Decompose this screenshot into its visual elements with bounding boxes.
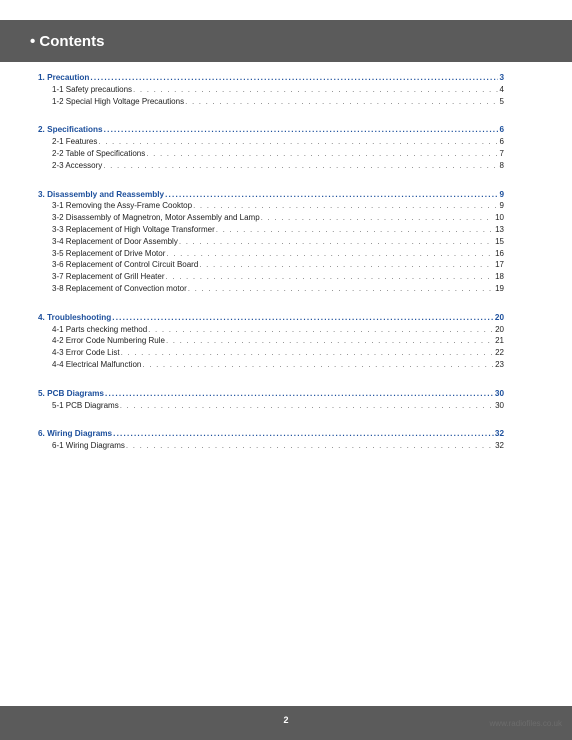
toc-page-number: 13 bbox=[495, 224, 504, 234]
dot-leader bbox=[216, 224, 494, 236]
toc-subentry-title: 3-6 Replacement of Control Circuit Board bbox=[52, 260, 199, 270]
toc-section bbox=[38, 388, 504, 412]
toc-subentry[interactable] bbox=[38, 400, 504, 412]
table-of-contents bbox=[38, 72, 504, 469]
toc-section bbox=[38, 428, 504, 452]
page-title: • Contents bbox=[30, 32, 105, 50]
footer-watermark: www.radiofiles.co.uk bbox=[489, 719, 562, 728]
toc-page-number: 3 bbox=[499, 73, 504, 82]
toc-page-number: 9 bbox=[499, 201, 504, 211]
dot-leader bbox=[120, 400, 494, 412]
toc-subentry-title: 2-2 Table of Specifications bbox=[52, 148, 146, 158]
dot-leader bbox=[121, 347, 495, 359]
toc-subentry-title: 5-1 PCB Diagrams bbox=[52, 400, 119, 410]
toc-page-number: 10 bbox=[495, 213, 504, 223]
toc-subentry-title: 4-2 Error Code Numbering Rule bbox=[52, 336, 165, 346]
toc-subentry-title: 3-5 Replacement of Drive Motor bbox=[52, 248, 166, 258]
toc-subentry[interactable] bbox=[38, 236, 504, 248]
toc-page-number: 7 bbox=[499, 148, 504, 158]
toc-page-number: 19 bbox=[495, 283, 504, 293]
toc-section bbox=[38, 124, 504, 171]
dot-leader bbox=[166, 248, 494, 260]
toc-subentry-title: 6-1 Wiring Diagrams bbox=[52, 441, 125, 451]
toc-page-number: 6 bbox=[499, 125, 504, 135]
toc-page-number: 4 bbox=[499, 84, 504, 94]
toc-section-title: 1. Precaution bbox=[38, 73, 90, 82]
toc-subentry-title: 3-7 Replacement of Grill Heater bbox=[52, 272, 165, 282]
dot-leader bbox=[105, 388, 494, 400]
toc-page-number: 15 bbox=[495, 236, 504, 246]
dot-leader bbox=[193, 200, 498, 212]
toc-subentry[interactable] bbox=[38, 200, 504, 212]
toc-page-number: 21 bbox=[495, 336, 504, 346]
dot-leader bbox=[188, 283, 494, 295]
toc-subentry-title: 3-1 Removing the Assy-Frame Cooktop bbox=[52, 201, 193, 211]
toc-page-number: 5 bbox=[499, 96, 504, 106]
dot-leader bbox=[103, 160, 498, 172]
dot-leader bbox=[133, 84, 499, 96]
toc-subentry[interactable] bbox=[38, 136, 504, 148]
toc-page-number: 8 bbox=[499, 160, 504, 170]
toc-section bbox=[38, 189, 504, 295]
toc-section-entry[interactable] bbox=[38, 189, 504, 201]
dot-leader bbox=[199, 259, 494, 271]
toc-page-number: 20 bbox=[494, 312, 504, 322]
toc-page-number: 32 bbox=[495, 441, 504, 451]
toc-subentry-title: 2-1 Features bbox=[52, 137, 98, 147]
toc-subentry[interactable] bbox=[38, 324, 504, 336]
toc-subentry-title: 3-4 Replacement of Door Assembly bbox=[52, 236, 178, 246]
toc-page-number: 9 bbox=[499, 189, 504, 199]
toc-subentry[interactable] bbox=[38, 440, 504, 452]
toc-page-number: 20 bbox=[495, 324, 504, 334]
toc-subentry[interactable] bbox=[38, 84, 504, 96]
toc-subentry[interactable] bbox=[38, 271, 504, 283]
toc-subentry-title: 3-2 Disassembly of Magnetron, Motor Assembly and Lamp bbox=[52, 213, 260, 223]
dot-leader bbox=[126, 440, 494, 452]
toc-subentry[interactable] bbox=[38, 347, 504, 359]
dot-leader bbox=[261, 212, 494, 224]
dot-leader bbox=[148, 324, 494, 336]
dot-leader bbox=[166, 271, 495, 283]
toc-page-number: 17 bbox=[495, 260, 504, 270]
toc-subentry[interactable] bbox=[38, 96, 504, 108]
toc-section-entry[interactable] bbox=[38, 72, 504, 84]
toc-subentry-title: 4-1 Parts checking method bbox=[52, 324, 148, 334]
toc-subentry-title: 3-3 Replacement of High Voltage Transformer bbox=[52, 224, 215, 234]
toc-section-title: 6. Wiring Diagrams bbox=[38, 429, 113, 439]
toc-page-number: 30 bbox=[495, 400, 504, 410]
footer-page-number: 2 bbox=[283, 715, 289, 725]
toc-section-entry[interactable] bbox=[38, 312, 504, 324]
dot-leader bbox=[142, 359, 494, 371]
toc-subentry-title: 3-8 Replacement of Convection motor bbox=[52, 283, 187, 293]
toc-subentry[interactable] bbox=[38, 335, 504, 347]
toc-section-title: 5. PCB Diagrams bbox=[38, 388, 104, 398]
dot-leader bbox=[146, 148, 498, 160]
toc-subentry-title: 2-3 Accessory bbox=[52, 160, 103, 170]
toc-section-title: 4. Troubleshooting bbox=[38, 312, 112, 322]
toc-page-number: 6 bbox=[499, 137, 504, 147]
dot-leader bbox=[165, 189, 498, 201]
toc-section-entry[interactable] bbox=[38, 388, 504, 400]
toc-page-number: 23 bbox=[495, 359, 504, 369]
toc-subentry-title: 4-3 Error Code List bbox=[52, 348, 120, 358]
toc-subentry[interactable] bbox=[38, 359, 504, 371]
toc-page-number: 32 bbox=[494, 429, 504, 439]
toc-subentry[interactable] bbox=[38, 248, 504, 260]
toc-section-entry[interactable] bbox=[38, 428, 504, 440]
contents-header bbox=[0, 20, 572, 62]
toc-subentry[interactable] bbox=[38, 160, 504, 172]
toc-subentry-title: 1-1 Safety precautions bbox=[52, 84, 133, 94]
dot-leader bbox=[104, 124, 499, 136]
toc-section bbox=[38, 312, 504, 371]
toc-subentry-title: 1-2 Special High Voltage Precautions bbox=[52, 96, 185, 106]
toc-page-number: 16 bbox=[495, 248, 504, 258]
toc-page-number: 22 bbox=[495, 348, 504, 358]
toc-page-number: 18 bbox=[495, 272, 504, 282]
dot-leader bbox=[113, 428, 494, 440]
toc-section bbox=[38, 72, 504, 107]
dot-leader bbox=[90, 72, 498, 84]
toc-subentry[interactable] bbox=[38, 148, 504, 160]
toc-subentry[interactable] bbox=[38, 283, 504, 295]
toc-section-entry[interactable] bbox=[38, 124, 504, 136]
dot-leader bbox=[166, 335, 494, 347]
toc-subentry-title: 4-4 Electrical Malfunction bbox=[52, 359, 142, 369]
dot-leader bbox=[185, 96, 498, 108]
toc-section-title: 3. Disassembly and Reassembly bbox=[38, 189, 165, 199]
toc-subentry[interactable] bbox=[38, 212, 504, 224]
dot-leader bbox=[112, 312, 494, 324]
toc-section-title: 2. Specifications bbox=[38, 125, 103, 135]
toc-page-number: 30 bbox=[494, 388, 504, 398]
dot-leader bbox=[179, 236, 494, 248]
page-footer bbox=[0, 706, 572, 740]
toc-subentry[interactable] bbox=[38, 259, 504, 271]
toc-subentry[interactable] bbox=[38, 224, 504, 236]
dot-leader bbox=[98, 136, 498, 148]
